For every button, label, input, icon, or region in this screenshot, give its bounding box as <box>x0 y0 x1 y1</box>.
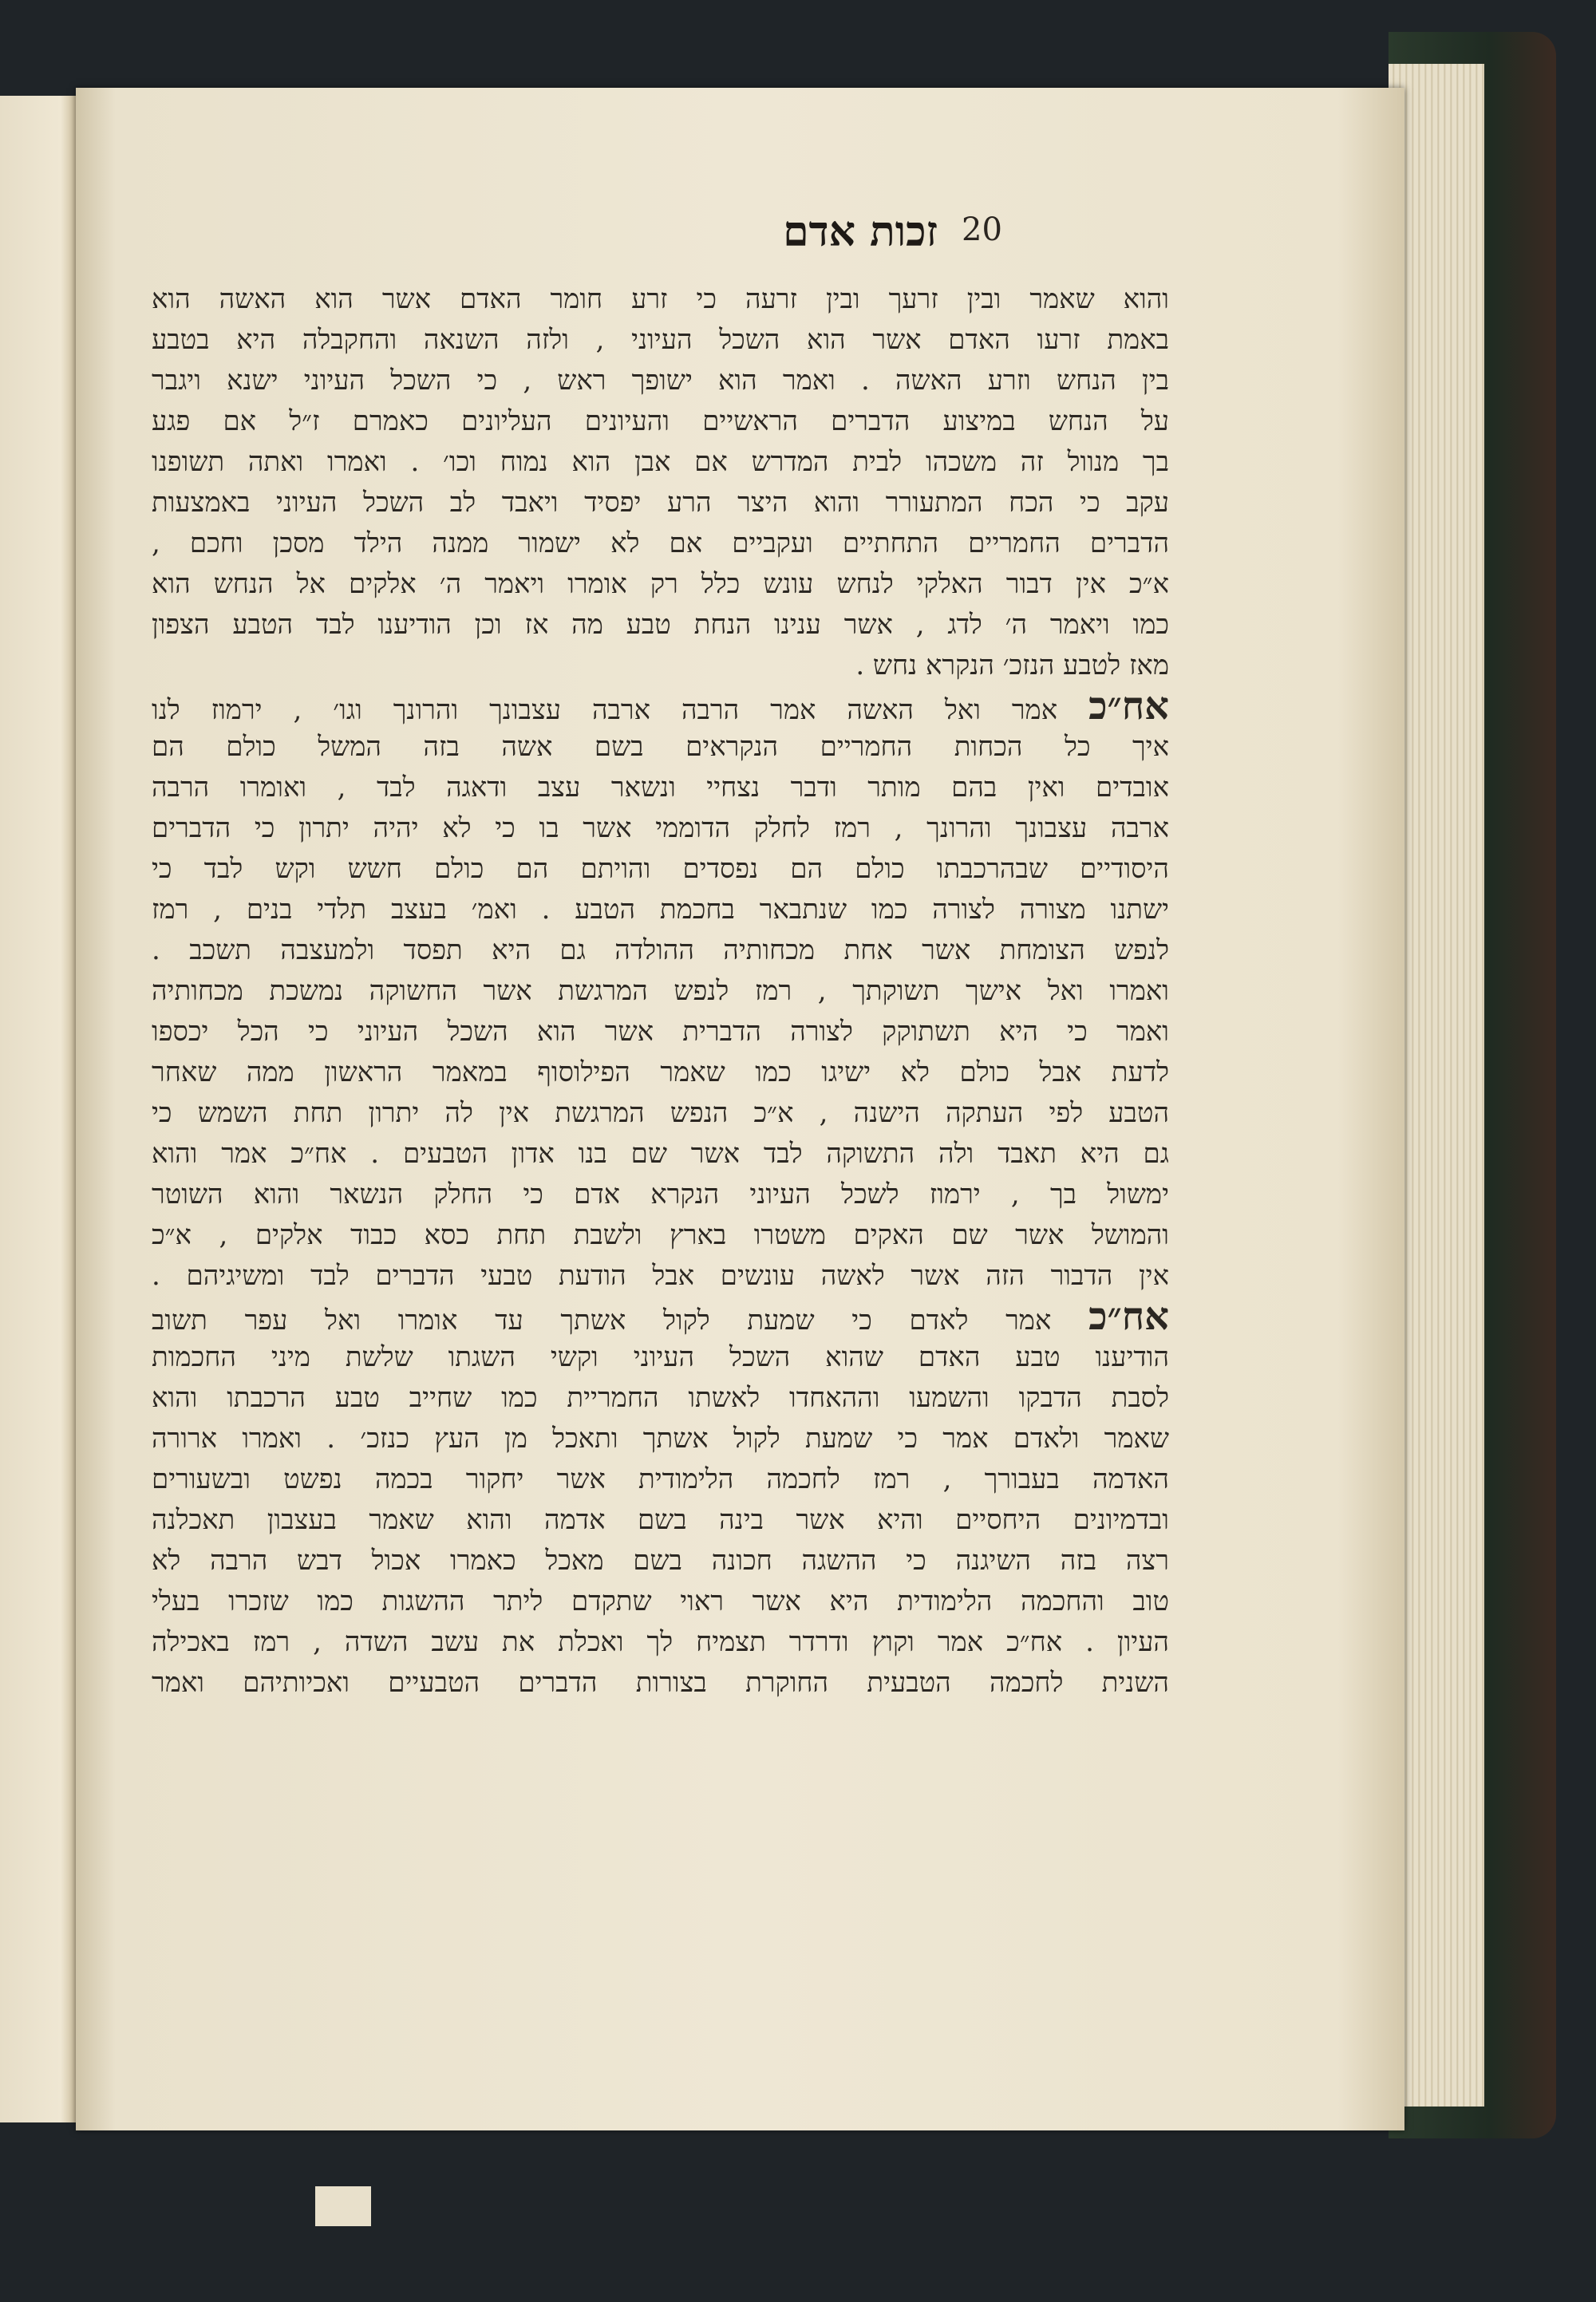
text-line: ארבה עצבונך והרונך , רמז לחלק הדוממי אשר בו כי לא יהיה יתרון כי הדברים <box>152 812 1169 844</box>
text-line: אין הדבור הזה אשר לאשה עונשים אבל הודעת טבעי הדברים לבד ומשיגיהם . <box>152 1260 1169 1292</box>
text-line: הדברים החמריים התחתיים ועקביים אם לא ישמור ממנה הילד מסכן וחכם , <box>152 527 1169 559</box>
text-line: אובדים ואין בהם מותר ודבר נצחיי ונשאר עצב ודאגה לבד , ואומרו הרבה <box>152 772 1169 804</box>
paragraph-first-line: אמר ואל האשה אמר הרבה ארבה עצבונך והרונך וגו׳ , ירמוז לנו <box>152 694 1058 726</box>
paragraph-lead-word: אח״כ <box>1088 1297 1169 1337</box>
book-page <box>76 88 1404 2130</box>
text-line: בין הנחש וזרע האשה . ואמר הוא ישופך ראש , כי השכל העיוני ישנא ויגבר <box>152 365 1169 397</box>
text-line: שאמר ולאדם אמר כי שמעת לקול אשתך ותאכל מן העץ כנזכ׳ . ואמרו ארורה <box>152 1423 1169 1455</box>
text-line: כמו ויאמר ה׳ לדג , אשר ענינו הנחת טבע מה אז וכן הודיענו לבד הטבע הצפון <box>152 609 1169 641</box>
paragraph-start <box>152 686 1169 727</box>
page-header <box>76 207 1404 279</box>
text-line: גם היא תאבד ולה התשוקה לבד אשר שם בנו אדון הטבעים . אח״כ אמר והוא <box>152 1138 1169 1170</box>
text-line: לסבת הדבקו והשמעו וההאחדו לאשתו החמריית כמו שחייב טבע הרכבתו והוא <box>152 1382 1169 1414</box>
text-line: מאז לטבע הנזכ׳ הנקרא נחש . <box>855 650 1169 681</box>
text-line: ישתנו מצורה לצורה כמו שנתבאר בחכמת הטבע . ואמ׳ בעצב תלדי בנים , רמז <box>152 894 1169 926</box>
text-line: הטבע לפי העתקה הישנה , א״כ הנפש המרגשת אין לה יתרון תחת השמש כי <box>152 1097 1169 1129</box>
text-line: טוב והחכמה הלימודית היא אשר ראוי שתקדם ליתר ההשגות כמו שזכרו בעלי <box>152 1585 1169 1617</box>
text-line: לדעת אבל כולם לא ישיגו כמו שאמר הפילוסוף במאמר הראשון ממה שאחר <box>152 1056 1169 1088</box>
text-line: האדמה בעבורך , רמז לחכמה הלימודית אשר יחקור בכמה נפשט ובשעורים <box>152 1463 1169 1495</box>
paragraph-start <box>152 1297 1169 1337</box>
text-line: ואמר כי היא תשתוקק לצורה הדברית אשר הוא השכל העיוני כי הכל יכספו <box>152 1016 1169 1048</box>
text-line: הודיענו טבע האדם שהוא השכל העיוני וקשי השגתו שלשת מיני החכמות <box>152 1341 1169 1373</box>
facing-page-edge <box>0 96 77 2122</box>
text-line: העיון . אח״כ אמר וקוץ ודרדר תצמיח לך ואכלת את עשב השדה , רמז באכילה <box>152 1626 1169 1658</box>
text-line: והמושל אשר שם האקים משטרו בארץ ולשבת תחת כסא כבוד אלקים , א״כ <box>152 1219 1169 1251</box>
text-line: השנית לחכמה הטבעית החוקרת בצורות הדברים הטבעיים ואכיותיהם ואמר <box>152 1667 1169 1699</box>
text-line: באמת זרעו האדם אשר הוא השכל העיוני , ולזה השנאה והחקבלה היא בטבע <box>152 324 1169 356</box>
text-line: איך כל הכחות החמריים הנקראים בשם אשה בזה המשל כולם הם <box>152 731 1169 763</box>
text-line: ובדמיונים היחסיים והיא אשר בינה בשם אדמה והוא שאמר בעצבון תאכלנה <box>152 1504 1169 1536</box>
text-line: היסודיים שבהרכבתו כולם הם נפסדים והויתם הם כולם חשש וקש לבד כי <box>152 853 1169 885</box>
body-text <box>152 279 1169 1704</box>
text-line: ואמרו ואל אישך תשוקתך , רמז לנפש המרגשת אשר החשוקה נמשכת מכחותיה <box>152 975 1169 1007</box>
page-number: 20 <box>962 211 1002 248</box>
paragraph-lead-word: אח״כ <box>1088 686 1169 727</box>
text-line: לנפש הצומחת אשר אחת מכחותיה ההולדה גם היא תפסד ולמעצבה תשכב . <box>152 934 1169 966</box>
text-line: בך מנוול זה משכהו לבית המדרש אם אבן הוא נמוח וכו׳ . ואמרו ואתה תשופנו <box>152 446 1169 478</box>
text-line: א״כ אין דבור האלקי לנחש עונש כלל רק אומרו ויאמר ה׳ אלקים אל הנחש הוא <box>152 568 1169 600</box>
paper-tab <box>315 2186 371 2226</box>
text-line: והוא שאמר ובין זרעך ובין זרעה כי זרע חומר האדם אשר הוא האשה הוא <box>152 283 1169 315</box>
text-line: רצה בזה השיגנה כי ההשגה חכונה בשם מאכל כאמרו אכול דבש הרבה לא <box>152 1545 1169 1577</box>
running-title: זכות אדם <box>783 207 938 256</box>
text-line: עקב כי הכח המתעורר והוא היצר הרע יפסיד ויאבד לב השכל העיוני באמצעות <box>152 487 1169 519</box>
paragraph-first-line: אמר לאדם כי שמעת לקול אשתך עד אומרו ואל עפר תשוב <box>152 1305 1052 1337</box>
text-line: על הנחש במיצוע הדברים הראשיים והעיונים העליונים כאמרם ז״ל אם פגע <box>152 405 1169 437</box>
text-line: ימשול בך , ירמוז לשכל העיוני הנקרא אדם כי החלק הנשאר והוא השוטר <box>152 1179 1169 1210</box>
